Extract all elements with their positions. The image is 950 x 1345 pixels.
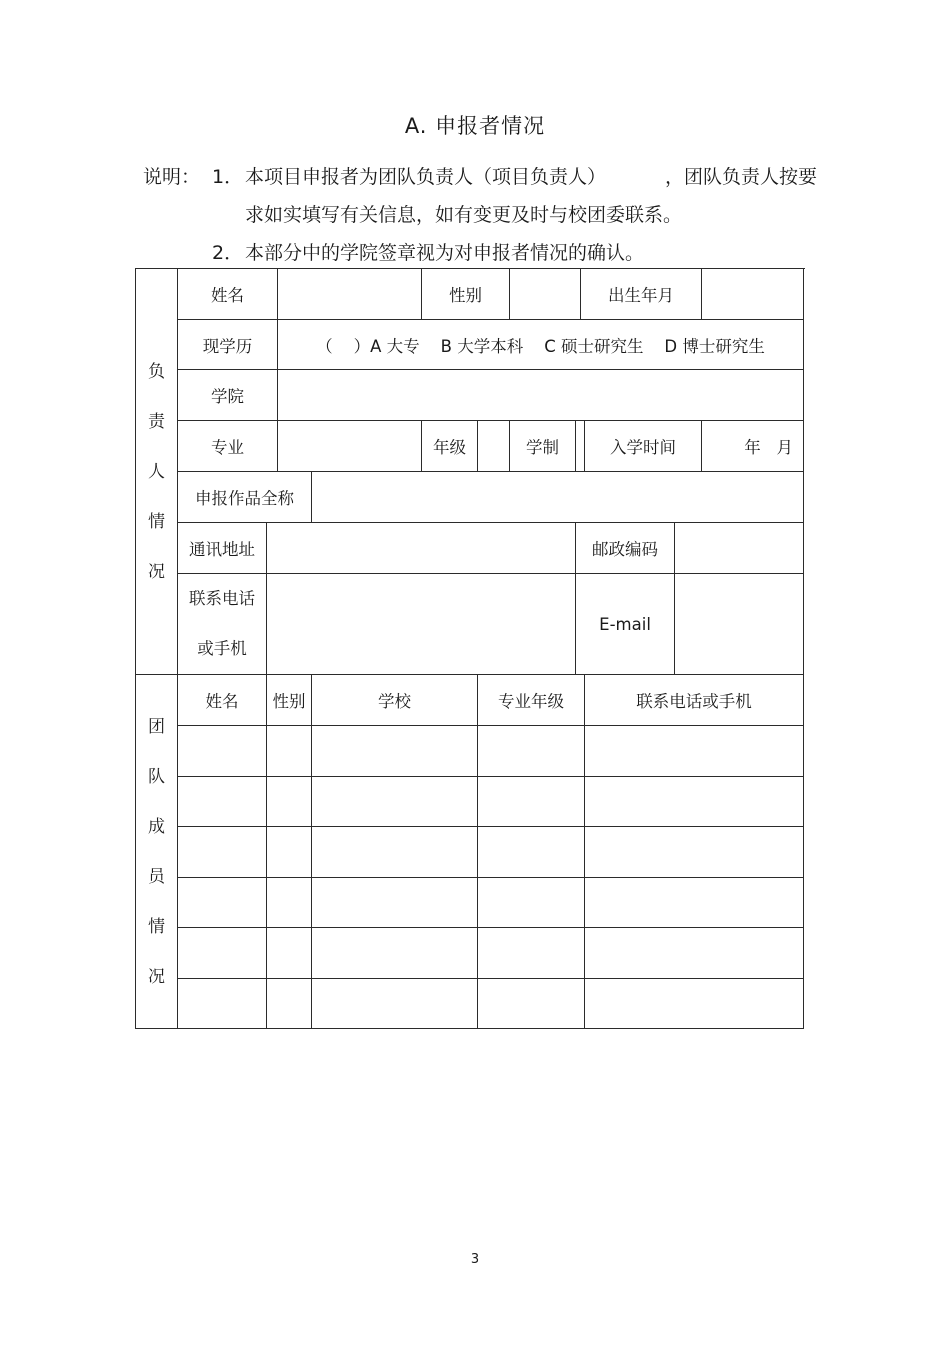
member-phone-field[interactable] <box>585 777 804 827</box>
applicant-form-table <box>135 268 804 1029</box>
side-char: 成 <box>148 816 165 837</box>
leader-row-college <box>136 370 804 421</box>
system-field[interactable] <box>576 421 585 472</box>
team-side-label <box>136 675 178 1029</box>
member-school-field[interactable] <box>312 827 478 878</box>
college-field[interactable] <box>278 370 804 421</box>
member-name-field[interactable] <box>178 928 267 979</box>
leader-row-name <box>136 269 804 320</box>
member-phone-field[interactable] <box>585 928 804 979</box>
team-member-row <box>136 777 804 827</box>
member-school-field[interactable] <box>312 928 478 979</box>
member-major-grade-field[interactable] <box>478 827 585 878</box>
team-header-major-grade: 专业年级 <box>478 675 585 726</box>
member-school-field[interactable] <box>312 979 478 1029</box>
phone-label <box>178 574 267 675</box>
note-item1-text: 本项目申报者为团队负责人（项目负责人） <box>245 166 607 188</box>
note-lead: 说明： <box>143 166 201 188</box>
side-char: 团 <box>148 716 165 737</box>
member-school-field[interactable] <box>312 878 478 928</box>
member-school-field[interactable] <box>312 726 478 777</box>
team-member-row <box>136 726 804 777</box>
grade-label: 年级 <box>422 421 478 472</box>
enroll-field[interactable]: 年 月 <box>702 421 804 472</box>
leader-side-label <box>136 269 178 675</box>
member-school-field[interactable] <box>312 777 478 827</box>
major-label: 专业 <box>178 421 278 472</box>
side-char: 责 <box>148 411 165 432</box>
side-char: 负 <box>148 361 165 382</box>
birth-label: 出生年月 <box>581 269 702 320</box>
gender-label: 性别 <box>422 269 510 320</box>
member-name-field[interactable] <box>178 827 267 878</box>
leader-row-work <box>136 472 804 523</box>
team-header-name: 姓名 <box>178 675 267 726</box>
side-char: 人 <box>148 461 165 482</box>
note-item1-text-cont: ，团队负责人按要 <box>665 166 818 188</box>
page-number: 3 <box>470 1252 480 1267</box>
member-gender-field[interactable] <box>267 777 312 827</box>
leader-row-address <box>136 523 804 574</box>
member-phone-field[interactable] <box>585 878 804 928</box>
team-member-row <box>136 979 804 1029</box>
phone-label-line1: 联系电话 <box>189 589 255 608</box>
member-major-grade-field[interactable] <box>478 979 585 1029</box>
grade-field[interactable] <box>478 421 510 472</box>
team-member-row <box>136 827 804 878</box>
member-major-grade-field[interactable] <box>478 928 585 979</box>
member-gender-field[interactable] <box>267 878 312 928</box>
member-major-grade-field[interactable] <box>478 777 585 827</box>
name-label: 姓名 <box>178 269 278 320</box>
member-phone-field[interactable] <box>585 726 804 777</box>
birth-field[interactable] <box>702 269 804 320</box>
member-name-field[interactable] <box>178 979 267 1029</box>
member-name-field[interactable] <box>178 726 267 777</box>
leader-row-education <box>136 320 804 370</box>
email-label: E-mail <box>576 574 675 675</box>
postcode-field[interactable] <box>675 523 804 574</box>
gender-field[interactable] <box>510 269 581 320</box>
major-field[interactable] <box>278 421 422 472</box>
member-phone-field[interactable] <box>585 979 804 1029</box>
member-gender-field[interactable] <box>267 827 312 878</box>
leader-row-major <box>136 421 804 472</box>
member-gender-field[interactable] <box>267 928 312 979</box>
note-item2-number: 2． <box>212 242 244 264</box>
education-label: 现学历 <box>178 320 278 370</box>
postcode-label: 邮政编码 <box>576 523 675 574</box>
name-field[interactable] <box>278 269 422 320</box>
team-header-row <box>136 675 804 726</box>
leader-row-phone <box>136 574 804 625</box>
side-char: 况 <box>148 966 165 987</box>
email-field[interactable] <box>675 574 804 675</box>
enroll-label: 入学时间 <box>585 421 702 472</box>
member-phone-field[interactable] <box>585 827 804 878</box>
address-label: 通讯地址 <box>178 523 267 574</box>
member-major-grade-field[interactable] <box>478 878 585 928</box>
team-member-row <box>136 928 804 979</box>
team-member-row <box>136 878 804 928</box>
college-label: 学院 <box>178 370 278 421</box>
education-options[interactable]: （ ）A 大专 B 大学本科 C 硕士研究生 D 博士研究生 <box>278 320 804 370</box>
member-gender-field[interactable] <box>267 726 312 777</box>
side-char: 队 <box>148 766 165 787</box>
section-title: A. 申报者情况 <box>404 114 546 138</box>
member-major-grade-field[interactable] <box>478 726 585 777</box>
team-header-school: 学校 <box>312 675 478 726</box>
member-name-field[interactable] <box>178 878 267 928</box>
side-char: 情 <box>148 916 165 937</box>
side-char: 况 <box>148 561 165 582</box>
work-title-label: 申报作品全称 <box>178 472 312 523</box>
note-item1-number: 1． <box>212 166 244 188</box>
address-field[interactable] <box>267 523 576 574</box>
system-label: 学制 <box>510 421 576 472</box>
side-char: 情 <box>148 511 165 532</box>
phone-field[interactable] <box>267 574 576 675</box>
note-item1-text-line2: 求如实填写有关信息，如有变更及时与校团委联系。 <box>245 204 683 226</box>
phone-label-line2: 或手机 <box>197 639 247 658</box>
work-title-field[interactable] <box>312 472 804 523</box>
team-header-gender: 性别 <box>267 675 312 726</box>
side-char: 员 <box>148 866 165 887</box>
note-item2-text: 本部分中的学院签章视为对申报者情况的确认。 <box>245 242 645 264</box>
member-gender-field[interactable] <box>267 979 312 1029</box>
team-header-phone: 联系电话或手机 <box>585 675 804 726</box>
member-name-field[interactable] <box>178 777 267 827</box>
